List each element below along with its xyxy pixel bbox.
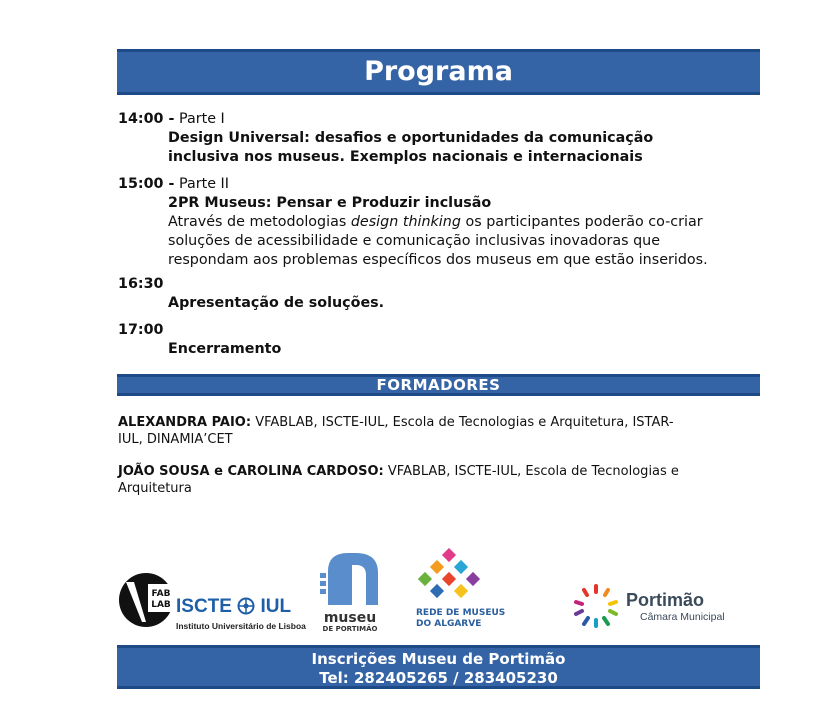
session-description-line: respondam aos problemas específicos dos museus em que estão inseridos. [168, 252, 708, 268]
desc-text: Através de metodologias [168, 214, 351, 230]
program-item-2 [118, 175, 758, 270]
session-description-line: soluções de acessibilidade e comunicação inclusivas inovadoras que [168, 233, 661, 249]
time-label: 16:30 [118, 276, 164, 292]
program-item-3 [118, 275, 758, 313]
iscte-logo [176, 596, 311, 636]
programa-header [117, 49, 760, 95]
phone-line: Tel: 282405265 / 283405230 [319, 669, 558, 687]
rede-museus-algarve-logo [416, 548, 546, 634]
program-item-1 [118, 110, 758, 167]
trainer-name: JOÃO SOUSA e CAROLINA CARDOSO: [118, 464, 384, 479]
session-title-line: Design Universal: desafios e oportunidades da comunicação [168, 130, 654, 146]
program-item-4 [118, 321, 758, 359]
formadores-header [117, 374, 760, 396]
iscte-wordmark: ISCTE [176, 596, 232, 617]
iscte-emblem-icon [237, 597, 255, 621]
museu-portimao-logo [318, 549, 382, 631]
registration-footer [117, 645, 760, 689]
part-label: Parte II [178, 176, 229, 192]
svg-text:FAB: FAB [151, 589, 171, 599]
portimao-sun-icon [570, 580, 622, 630]
session-title: Encerramento [168, 341, 282, 357]
part-label: Parte I [178, 111, 225, 127]
desc-emphasis: design thinking [350, 214, 461, 230]
session-description-line [118, 213, 758, 232]
session-title: Apresentação de soluções. [168, 295, 385, 311]
section-title: FORMADORES [376, 376, 501, 394]
desc-text: os participantes poderão co-criar [460, 214, 703, 230]
trainer-affiliation: VFABLAB, ISCTE-IUL, Escola de Tecnologias e Arquitetura, ISTAR- [251, 415, 674, 430]
trainer-entry-2 [118, 463, 738, 497]
museu-wordmark: museu [323, 610, 377, 626]
rede-line-2: DO ALGARVE [416, 619, 482, 629]
museu-subtitle: DE PORTIMÃO [322, 625, 378, 633]
rede-line-1: REDE DE MUSEUS [416, 608, 506, 618]
session-title: 2PR Museus: Pensar e Produzir inclusão [168, 195, 492, 211]
portimao-wordmark: Portimão [626, 590, 705, 610]
trainer-affiliation-cont: IUL, DINAMIA’CET [118, 432, 233, 447]
session-title-line: inclusiva nos museus. Exemplos nacionais e internacionais [168, 149, 643, 165]
iul-wordmark: IUL [260, 596, 292, 617]
registration-line: Inscrições Museu de Portimão [311, 650, 566, 668]
svg-text:LAB: LAB [151, 600, 171, 610]
trainer-name: ALEXANDRA PAIO: [118, 415, 252, 430]
trainer-entry-1 [118, 414, 738, 448]
trainer-affiliation: VFABLAB, ISCTE-IUL, Escola de Tecnologias e [383, 464, 679, 479]
page-title: Programa [364, 56, 513, 87]
camara-portimao-logo [570, 580, 750, 630]
vfablab-logo [118, 570, 176, 630]
iscte-subtitle: Instituto Universitário de Lisboa [176, 621, 306, 631]
trainer-affiliation-cont: Arquitetura [118, 481, 192, 496]
time-label: 15:00 - [118, 176, 175, 192]
camara-subtitle: Câmara Municipal [640, 611, 725, 623]
time-label: 17:00 [118, 322, 164, 338]
time-label: 14:00 - [118, 111, 175, 127]
